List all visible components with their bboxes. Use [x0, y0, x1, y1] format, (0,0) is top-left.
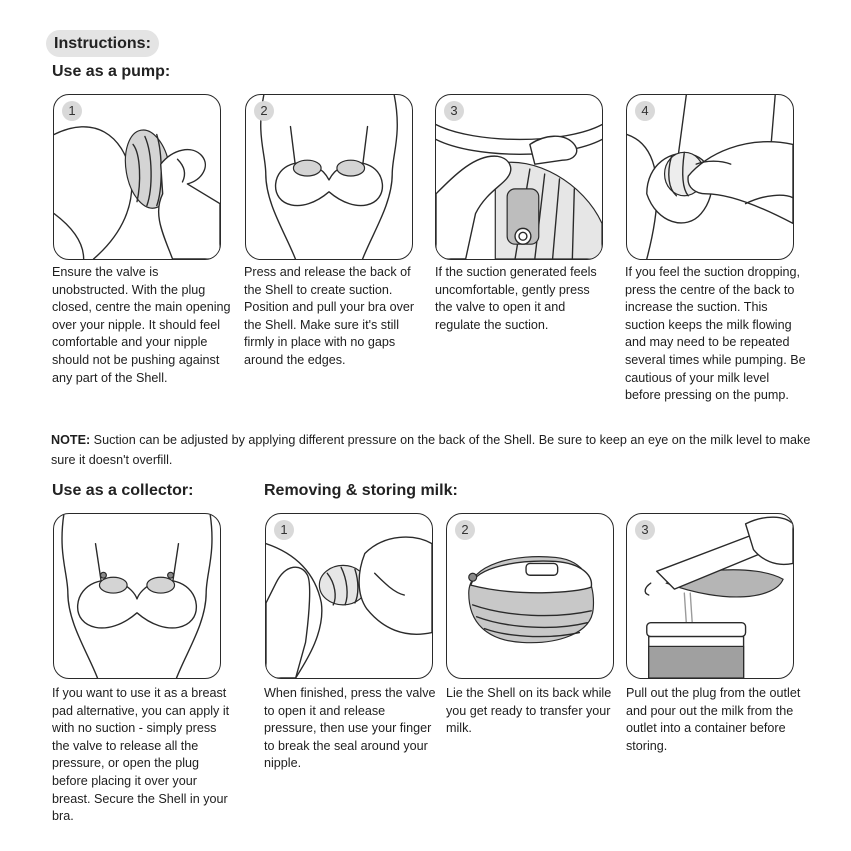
storing-step-2-text: Lie the Shell on its back while you get ready to transfer your milk.: [446, 686, 612, 736]
step-number-badge: 2: [455, 520, 475, 540]
storing-step-1-text: When finished, press the valve to open it and release pressure, then use your finger to break the seal around your nipple.: [264, 686, 436, 771]
storing-step-1-illustration: [265, 513, 433, 679]
collector-illustration: [53, 513, 221, 679]
collector-section-title: Use as a collector:: [52, 482, 194, 499]
pump-step-1-illustration: [53, 94, 221, 260]
storing-section-title: Removing & storing milk:: [264, 482, 458, 499]
step-number-badge: 2: [254, 101, 274, 121]
pump-step-4-illustration: [626, 94, 794, 260]
note-paragraph: [51, 430, 811, 470]
pump-step-2-illustration: [245, 94, 413, 260]
step-number-badge: 3: [635, 520, 655, 540]
pump-step-1-text: Ensure the valve is unobstructed. With the plug closed, centre the main opening over your nipple. It should feel comfortable and your nipple should not be pushing against any part of the Shell.: [52, 265, 231, 385]
storing-step-3-illustration: [626, 513, 794, 679]
step-number-badge: 4: [635, 101, 655, 121]
step-number-badge: 3: [444, 101, 464, 121]
note-label: NOTE:: [51, 433, 91, 447]
pump-step-3-illustration: [435, 94, 603, 260]
collector-text: If you want to use it as a breast pad alternative, you can apply it with no suction - simply press the valve to release all the pressure, or open the plug before placing it over your breast. Secure the Shell in your bra.: [52, 686, 230, 824]
step-number-badge: 1: [274, 520, 294, 540]
instructions-heading: Instructions:: [46, 30, 159, 57]
pump-step-4-text: If you feel the suction dropping, press the centre of the back to increase the suction. This suction keeps the milk flowing and may need to be repeated several times while pumping. Be cautious of your milk level before pressing on the pump.: [625, 265, 806, 403]
note-text: Suction can be adjusted by applying different pressure on the back of the Shell. Be sure to keep an eye on the milk level to make sure it doesn't overfill.: [51, 433, 811, 467]
step-number-badge: 1: [62, 101, 82, 121]
pump-step-3-text: If the suction generated feels uncomfortable, gently press the valve to open it and regulate the suction.: [435, 265, 597, 332]
pump-section-title: Use as a pump:: [52, 63, 171, 80]
storing-step-3-text: Pull out the plug from the outlet and pour out the milk from the outlet into a container before storing.: [626, 686, 801, 753]
storing-step-2-illustration: [446, 513, 614, 679]
pump-step-2-text: Press and release the back of the Shell to create suction. Position and pull your bra over the Shell. Make sure it's still firmly in place with no gaps around the edges.: [244, 265, 415, 367]
